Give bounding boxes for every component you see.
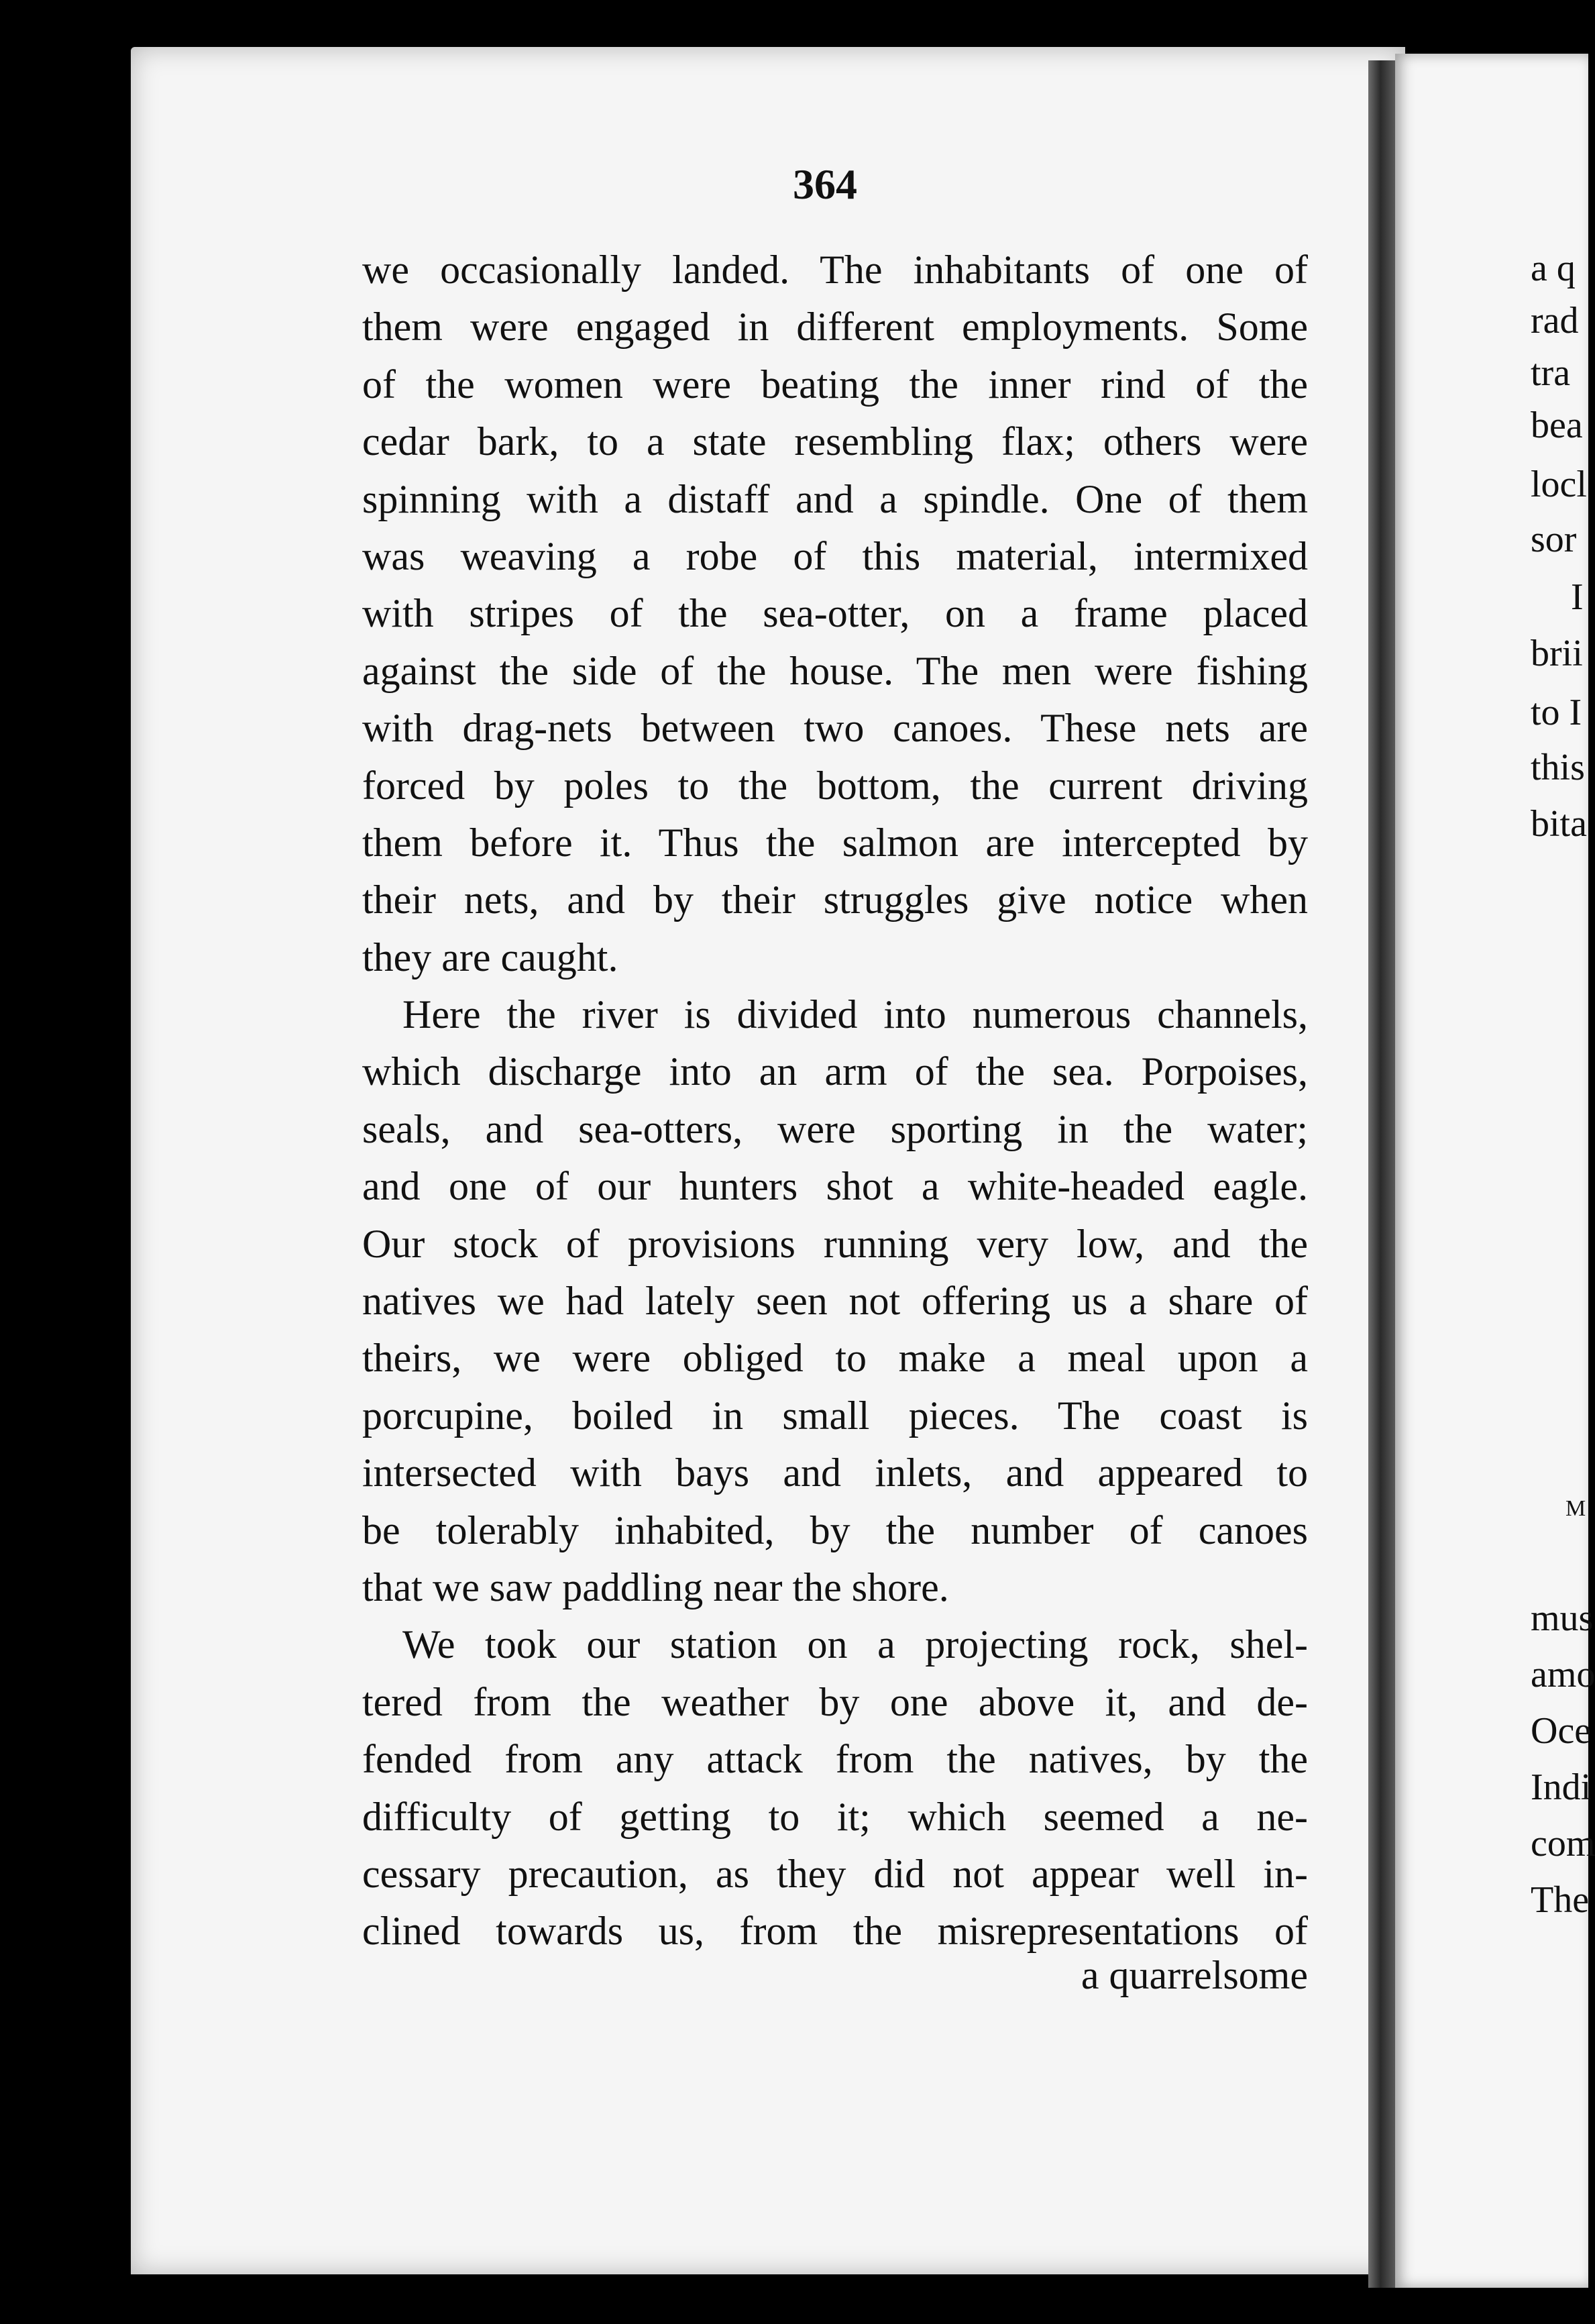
right-fragment: The: [1531, 1879, 1590, 1921]
paragraph-end-line: they are caught.: [362, 935, 618, 980]
right-fragment: I: [1571, 576, 1584, 618]
right-fragment: bita: [1531, 803, 1587, 845]
right-page-text-fragments: [1531, 0, 1595, 2324]
text-line: of the women were beating the inner rind of the: [362, 362, 1308, 407]
text-line: natives we had lately seen not offering us a share of: [362, 1279, 1308, 1324]
text-line: difficulty of getting to it; which seemed a ne-: [362, 1794, 1308, 1839]
right-fragment: locl: [1531, 464, 1587, 505]
text-line: their nets, and by their struggles give notice when: [362, 878, 1308, 922]
text-line: forced by poles to the bottom, the current driving: [362, 763, 1308, 808]
text-line: them were engaged in different employments. Some: [362, 305, 1308, 350]
body-text: [362, 242, 1308, 1960]
text-line: against the side of the house. The men were fishing: [362, 648, 1308, 693]
text-line: them before it. Thus the salmon are intercepted by: [362, 820, 1308, 865]
right-fragment: com: [1531, 1823, 1595, 1864]
paragraph-start-line: We took our station on a projecting rock, shel-: [402, 1622, 1308, 1667]
text-line: intersected with bays and inlets, and appeared to: [362, 1450, 1308, 1495]
text-line: and one of our hunters shot a white-headed eagle.: [362, 1164, 1308, 1209]
text-line: with stripes of the sea-otter, on a frame placed: [362, 591, 1308, 636]
page-number: 364: [793, 160, 857, 208]
text-line: seals, and sea-otters, were sporting in the water;: [362, 1106, 1308, 1151]
book-gutter: [1368, 60, 1395, 2288]
text-line: cedar bark, to a state resembling flax; others were: [362, 419, 1308, 464]
text-line: was weaving a robe of this material, intermixed: [362, 533, 1308, 578]
right-fragment: Indi: [1531, 1766, 1592, 1808]
text-line: cessary precaution, as they did not appear well in-: [362, 1851, 1308, 1896]
text-line: fended from any attack from the natives, by the: [362, 1737, 1308, 1782]
text-line: we occasionally landed. The inhabitants of one of: [362, 248, 1308, 292]
right-fragment: amo: [1531, 1654, 1595, 1695]
right-fragment: Oce: [1531, 1710, 1592, 1752]
right-fragment: tra: [1531, 352, 1571, 394]
paragraph-start-line: Here the river is divided into numerous channels,: [402, 992, 1308, 1037]
right-fragment: to I: [1531, 692, 1582, 733]
text-line: theirs, we were obliged to make a meal upon a: [362, 1336, 1308, 1381]
right-fragment: a q: [1531, 248, 1576, 289]
text-line: porcupine, boiled in small pieces. The coast is: [362, 1393, 1308, 1438]
text-line: Our stock of provisions running very low, and the: [362, 1221, 1308, 1266]
right-fragment: M: [1565, 1496, 1588, 1521]
right-fragment: mus: [1531, 1597, 1594, 1639]
text-line: tered from the weather by one above it, and de-: [362, 1679, 1308, 1724]
right-fragment: brii: [1531, 633, 1583, 674]
right-fragment: rad: [1531, 300, 1579, 341]
right-fragment: sor: [1531, 519, 1577, 560]
paragraph-end-line: that we saw paddling near the shore.: [362, 1565, 949, 1609]
text-line: spinning with a distaff and a spindle. One of them: [362, 476, 1308, 521]
right-fragment: this: [1531, 747, 1585, 788]
text-line: be tolerably inhabited, by the number of canoes: [362, 1508, 1308, 1552]
text-line: which discharge into an arm of the sea. Porpoises,: [362, 1049, 1308, 1094]
right-fragment: bea: [1531, 405, 1583, 446]
text-line: with drag-nets between two canoes. These nets are: [362, 706, 1308, 751]
catchword: a quarrelsome: [1081, 1953, 1308, 1997]
text-line: clined towards us, from the misrepresentations of: [362, 1909, 1308, 1954]
